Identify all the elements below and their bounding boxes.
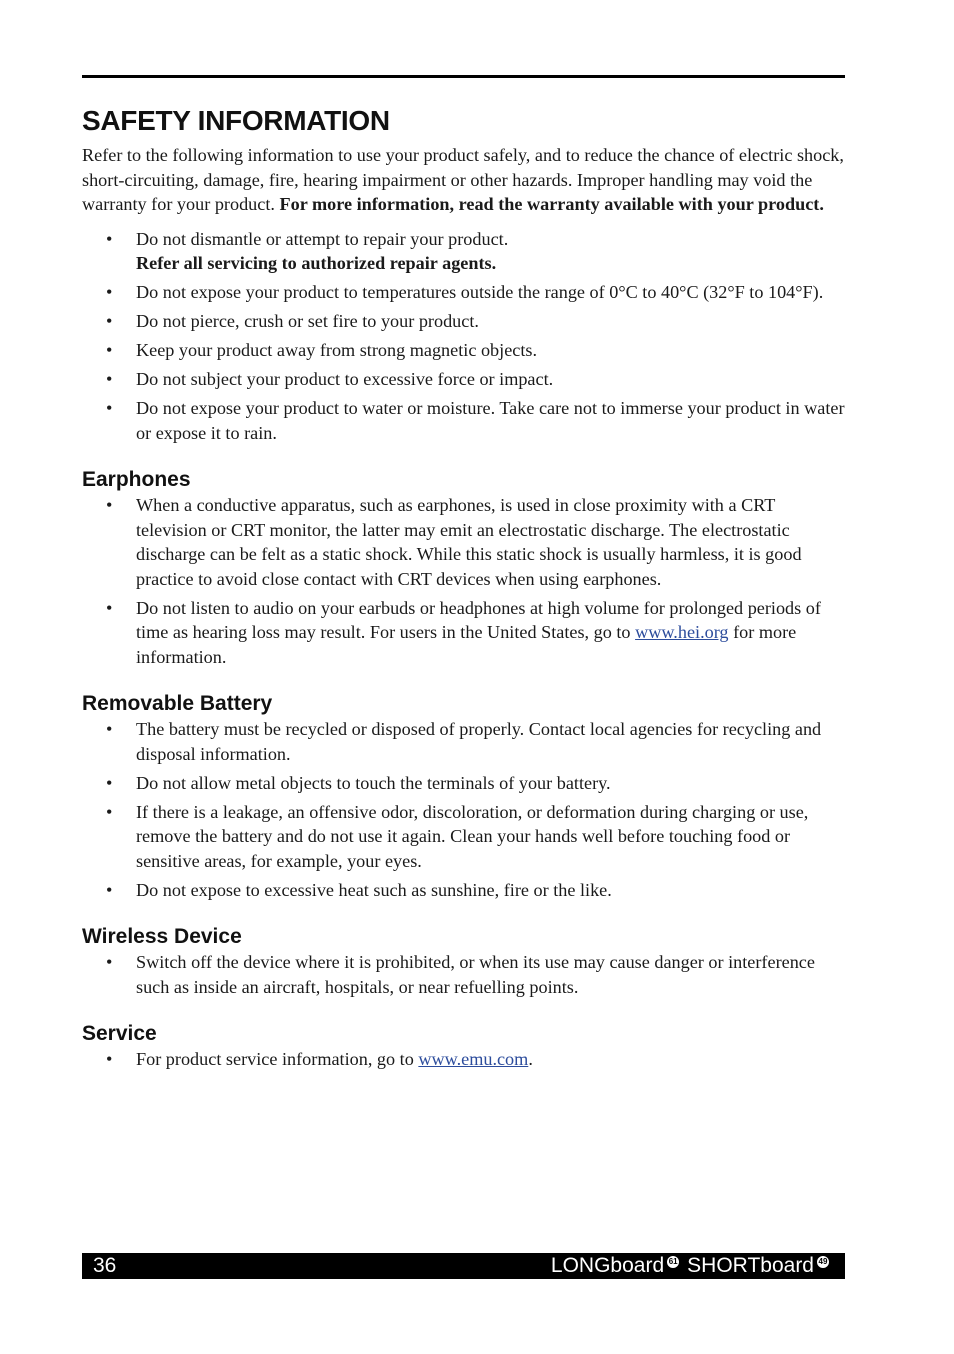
bullet: •: [106, 1049, 113, 1069]
page-title: SAFETY INFORMATION: [82, 105, 390, 136]
list-item: • Switch off the device where it is prohibited, or when its use may cause danger or interference such as inside an aircraft, hospitals, or near refuelling points.: [106, 952, 815, 997]
list-item: • When a conductive apparatus, such as earphones, is used in close proximity with a CRT television or CRT monitor, the latter may emit an electrostatic discharge. The electrostatic discharge can be felt as a static shock. While this static shock is usually harmless, it is good practice to avoid close contact with CRT devices when using earphones.: [106, 495, 802, 589]
battery-list: [82, 717, 845, 902]
bullet: •: [106, 597, 113, 618]
bullet: •: [106, 340, 113, 360]
bullet: •: [106, 772, 113, 793]
footer-bar: [82, 1253, 845, 1279]
list-item: • Do not expose to excessive heat such as sunshine, fire or the like.: [82, 878, 845, 903]
list-item: • Do not dismantle or attempt to repair your product. Refer all servicing to authorized repair agents.: [106, 228, 509, 273]
bullet: •: [106, 879, 113, 900]
list-item: • Do not listen to audio on your earbuds or headphones at high volume for prolonged periods of time as hearing loss may result. For users in the United States, go to www.hei.org for more information.: [106, 597, 821, 667]
bullet: •: [106, 311, 113, 331]
page-content: [82, 105, 845, 1076]
product-shortboard: SHORTboard: [687, 1254, 814, 1277]
service-list: [82, 1047, 845, 1072]
list-item: • Do not allow metal objects to touch the terminals of your battery.: [82, 771, 845, 796]
top-rule: [82, 75, 845, 78]
badge-61-icon: 61: [668, 1257, 678, 1266]
product-longboard: LONGboard: [550, 1254, 665, 1277]
bullet: •: [106, 282, 113, 302]
earphones-heading: Earphones: [82, 468, 191, 491]
list-item: • The battery must be recycled or disposed of properly. Contact local agencies for recycling and disposal information.: [106, 719, 822, 764]
bullet: •: [106, 398, 113, 418]
badge-49-icon: 49: [818, 1257, 828, 1266]
list-item: • If there is a leakage, an offensive odor, discoloration, or deformation during charging or use, remove the battery and do not use it again. Clean your hands well before touching food or sensitive areas, for example, your eyes.: [106, 801, 809, 871]
intro-paragraph: [82, 143, 845, 217]
earphones-list: [82, 493, 845, 669]
wireless-heading: Wireless Device: [82, 925, 242, 948]
bullet: •: [106, 719, 113, 739]
emu-link[interactable]: www.emu.com: [418, 1049, 529, 1069]
list-item: • Keep your product away from strong magnetic objects.: [82, 338, 845, 363]
wireless-list: [82, 950, 845, 999]
hei-link[interactable]: www.hei.org: [635, 622, 729, 642]
bullet: •: [106, 369, 113, 389]
intro-bold: For more information, read the warranty available with your product.: [279, 194, 824, 214]
list-item: • Do not expose your product to temperatures outside the range of 0°C to 40°C (32°F to 104°F).: [82, 280, 845, 305]
list-item: • Do not expose your product to water or moisture. Take care not to immerse your product in water or expose it to rain.: [106, 398, 845, 443]
bullet: •: [106, 495, 113, 515]
intro-text: Refer to the following information to use your product safely, and to reduce the chance of electric shock, short-circuiting, damage, fire, hearing impairment or other hazards. Improper handling may void the warranty for your product.: [82, 145, 844, 214]
service-heading: Service: [82, 1022, 157, 1045]
list-item: • For product service information, go to www.emu.com.: [82, 1047, 845, 1072]
bullet: •: [106, 801, 113, 822]
general-safety-list: [82, 227, 845, 446]
page-number: 36: [93, 1254, 117, 1277]
battery-heading: Removable Battery: [82, 692, 273, 715]
product-names: [551, 1253, 829, 1279]
bullet: •: [106, 228, 113, 249]
list-item: • Do not pierce, crush or set fire to your product.: [82, 309, 845, 334]
bullet: •: [106, 952, 113, 972]
list-item: • Do not subject your product to excessive force or impact.: [82, 367, 845, 392]
